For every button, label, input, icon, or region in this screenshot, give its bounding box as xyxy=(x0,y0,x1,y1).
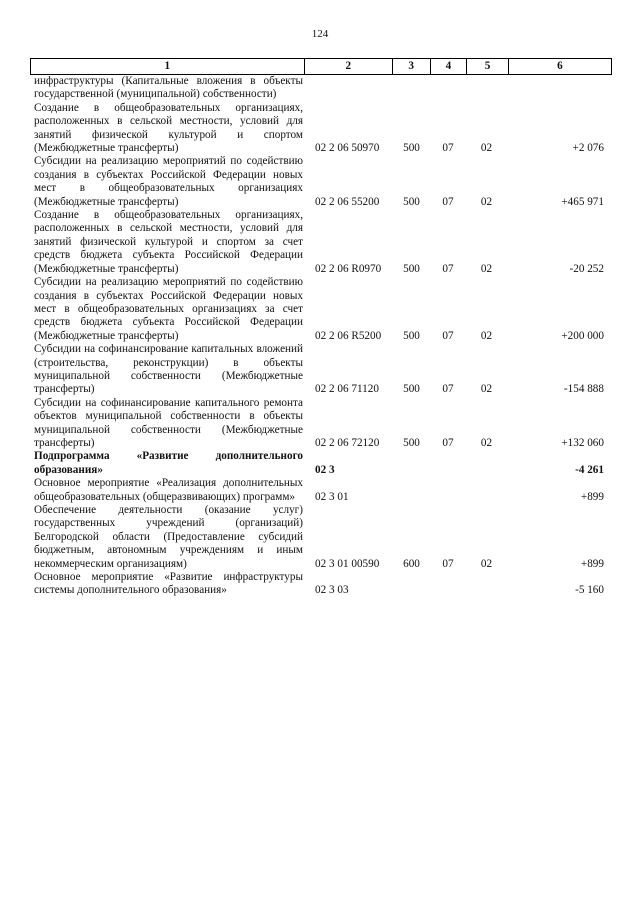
row-name: Основное мероприятие «Реализация дополнительных общеобразовательных (общеразвивающих) программ» xyxy=(34,477,303,503)
row-amount: +899 xyxy=(580,557,604,570)
row-code: 02 2 06 50970 xyxy=(315,142,380,155)
table-row xyxy=(30,102,612,156)
page-number: 124 xyxy=(311,28,329,40)
row-amount: +465 971 xyxy=(561,195,604,208)
row-col-4: 07 xyxy=(442,557,454,570)
row-col-4: 07 xyxy=(442,262,454,275)
row-amount: -4 261 xyxy=(575,463,604,476)
table-row xyxy=(30,343,612,397)
row-amount: -20 252 xyxy=(569,262,604,275)
row-col-3: 500 xyxy=(403,262,420,275)
table-row xyxy=(30,450,612,477)
table-row xyxy=(30,477,612,504)
row-name: Субсидии на реализацию мероприятий по содействию создания в субъектах Российской Федерации новых мест в общеобразовательных организациях за счет средств бюджета субъекта Российской Федерации (Межбюджетные трансферты) xyxy=(34,276,303,342)
row-col-5: 02 xyxy=(480,557,493,570)
row-amount: +899 xyxy=(580,490,604,503)
row-col-4: 07 xyxy=(442,195,454,208)
table-row xyxy=(30,209,612,276)
row-col-3: 500 xyxy=(403,195,420,208)
row-amount: +2 076 xyxy=(572,142,604,155)
row-col-5: 02 xyxy=(480,383,493,396)
header-col-3: 3 xyxy=(393,59,431,74)
header-col-2: 2 xyxy=(305,59,393,74)
table-row xyxy=(30,504,612,571)
row-code: 02 3 xyxy=(315,463,335,476)
row-col-4: 07 xyxy=(442,329,454,342)
header-col-4: 4 xyxy=(431,59,468,74)
row-code: 02 3 01 00590 xyxy=(315,557,380,570)
budget-table xyxy=(30,58,612,598)
row-col-4: 07 xyxy=(442,383,454,396)
row-code: 02 2 06 R0970 xyxy=(315,262,382,275)
row-code: 02 3 03 xyxy=(315,584,349,597)
row-name: Субсидии на софинансирование капитального ремонта объектов муниципальной собственности в объекты муниципальной собственности (Межбюджетные трансферты) xyxy=(34,396,303,449)
table-body xyxy=(30,75,612,598)
row-name: инфраструктуры (Капитальные вложения в объекты государственной (муниципальной) собственности) xyxy=(34,75,303,101)
row-col-4: 07 xyxy=(442,436,454,449)
table-row xyxy=(30,276,612,343)
row-col-3: 500 xyxy=(403,436,420,449)
table-row xyxy=(30,75,612,102)
table-row xyxy=(30,397,612,451)
table-header xyxy=(30,58,612,75)
header-col-5: 5 xyxy=(467,59,509,74)
row-name: Создание в общеобразовательных организациях, расположенных в сельской местности, условий для занятий физической культурой и спортом за счет средств бюджета субъекта Российской Федерации (Межбюджетные трансферты) xyxy=(34,209,303,275)
row-col-5: 02 xyxy=(480,329,493,342)
row-amount: +132 060 xyxy=(561,436,604,449)
table-row xyxy=(30,571,612,598)
row-col-3: 500 xyxy=(403,329,420,342)
row-code: 02 2 06 71120 xyxy=(315,383,379,396)
header-col-6: 6 xyxy=(509,59,612,74)
row-col-5: 02 xyxy=(480,262,493,275)
row-col-5: 02 xyxy=(480,142,493,155)
row-code: 02 3 01 xyxy=(315,490,349,503)
row-col-3: 500 xyxy=(403,142,420,155)
row-name: Основное мероприятие «Развитие инфраструктуры системы дополнительного образования» xyxy=(34,571,303,597)
row-amount: +200 000 xyxy=(561,329,604,342)
table-row xyxy=(30,155,612,209)
row-name: Создание в общеобразовательных организациях, расположенных в сельской местности, условий для занятий физической культурой и спортом (Межбюджетные трансферты) xyxy=(34,101,303,155)
header-col-1: 1 xyxy=(31,59,305,74)
row-col-5: 02 xyxy=(480,195,493,208)
row-col-5: 02 xyxy=(480,436,493,449)
row-name: Подпрограмма «Развитие дополнительного образования» xyxy=(34,450,303,476)
row-col-4: 07 xyxy=(442,142,454,155)
row-code: 02 2 06 R5200 xyxy=(315,329,382,342)
row-name: Обеспечение деятельности (оказание услуг) государственных учреждений (организаций) Белгородской области (Предоставление субсидий бюджетным, автономным учреждениям и иным некоммерческим организациям) xyxy=(34,504,303,570)
row-col-3: 600 xyxy=(403,557,420,570)
row-col-3: 500 xyxy=(403,383,420,396)
row-code: 02 2 06 72120 xyxy=(315,436,380,449)
row-amount: -154 888 xyxy=(563,383,604,396)
row-amount: -5 160 xyxy=(575,584,604,597)
row-name: Субсидии на реализацию мероприятий по содействию создания в субъектах Российской Федерации новых мест в общеобразовательных организациях (Межбюджетные трансферты) xyxy=(34,155,303,208)
row-code: 02 2 06 55200 xyxy=(315,195,380,208)
row-name: Субсидии на софинансирование капитальных вложений (строительства, реконструкции) в объекты муниципальной собственности (Межбюджетные трансферты) xyxy=(34,343,303,396)
